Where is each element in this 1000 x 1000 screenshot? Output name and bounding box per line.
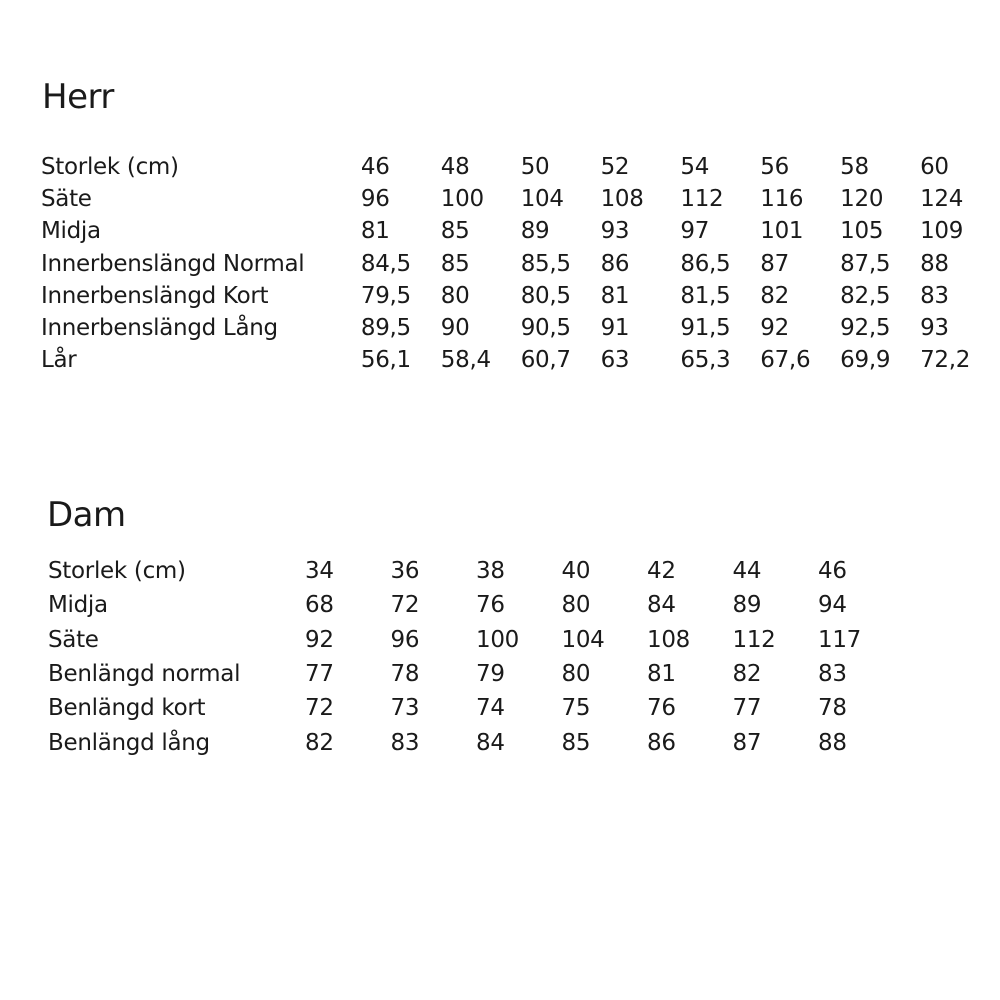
table-cell: 88: [818, 729, 847, 756]
table-cell: 80: [561, 592, 591, 619]
table-cell: 58: [840, 154, 869, 181]
table-cell: 81: [647, 661, 676, 688]
table-cell: 116: [760, 186, 804, 213]
table-cell: 65,3: [680, 347, 731, 374]
table-row: [48, 691, 904, 725]
table-cell: 77: [732, 695, 762, 722]
table-cell: 87: [760, 250, 789, 277]
row-label: Innerbenslängd Normal: [41, 250, 305, 277]
table-cell: 84: [476, 729, 505, 756]
table-cell: 100: [476, 626, 519, 653]
table-cell: 76: [476, 592, 505, 619]
table-cell: 96: [390, 626, 420, 653]
table-cell: 117: [818, 626, 861, 653]
table-row: [48, 725, 904, 759]
table-cell: 60,7: [520, 347, 571, 374]
table-cell: 82: [760, 282, 789, 309]
row-label: Säte: [41, 186, 92, 213]
row-label: Innerbenslängd Kort: [41, 282, 269, 309]
table-row: [41, 183, 1000, 215]
row-label: Benlängd normal: [48, 661, 241, 688]
table-cell: 80,5: [520, 282, 571, 309]
table-cell: 97: [680, 218, 710, 245]
table-cell: 109: [920, 218, 964, 245]
table-cell: 89,5: [360, 315, 411, 342]
table-cell: 83: [390, 729, 420, 756]
table-cell: 72,2: [920, 347, 971, 374]
table-cell: 69,9: [840, 347, 891, 374]
table-cell: 38: [476, 558, 505, 585]
table-cell: 73: [390, 695, 420, 722]
table-cell: 108: [647, 626, 690, 653]
table-cell: 56: [760, 154, 789, 181]
table-cell: 89: [520, 218, 550, 245]
table-cell: 96: [360, 186, 390, 213]
table-row: [48, 588, 904, 622]
table-cell: 104: [520, 186, 564, 213]
table-cell: 85: [440, 218, 470, 245]
table-cell: 78: [390, 661, 420, 688]
table-cell: 90: [440, 315, 470, 342]
table-cell: 81: [600, 282, 630, 309]
table-cell: 93: [600, 218, 630, 245]
table-row: [41, 151, 1000, 183]
table-cell: 68: [305, 592, 334, 619]
table-cell: 74: [476, 695, 505, 722]
table-cell: 34: [305, 558, 334, 585]
row-label: Midja: [48, 592, 108, 619]
table-cell: 86,5: [680, 250, 731, 277]
table-cell: 88: [920, 250, 949, 277]
table-cell: 40: [561, 558, 591, 585]
table-cell: 92: [760, 315, 789, 342]
table-cell: 76: [647, 695, 676, 722]
herr-size-table-body: [41, 151, 1000, 376]
table-cell: 83: [818, 661, 847, 688]
table-cell: 67,6: [760, 347, 811, 374]
table-cell: 85: [561, 729, 591, 756]
table-cell: 44: [732, 558, 762, 585]
table-cell: 84,5: [360, 250, 411, 277]
row-label: Benlängd kort: [48, 695, 206, 722]
table-cell: 50: [520, 154, 550, 181]
table-cell: 46: [818, 558, 847, 585]
table-cell: 79: [476, 661, 505, 688]
table-row: [41, 248, 1000, 280]
table-cell: 89: [732, 592, 762, 619]
table-cell: 81,5: [680, 282, 731, 309]
row-label: Benlängd lång: [48, 729, 210, 756]
table-row: [48, 657, 904, 691]
table-cell: 86: [600, 250, 630, 277]
table-cell: 91,5: [680, 315, 731, 342]
table-cell: 104: [561, 626, 605, 653]
dam-section-title: Dam: [47, 495, 126, 535]
table-cell: 124: [920, 186, 964, 213]
table-cell: 84: [647, 592, 676, 619]
dam-size-table-body: [48, 554, 904, 760]
table-cell: 48: [440, 154, 470, 181]
table-cell: 72: [305, 695, 334, 722]
table-cell: 101: [760, 218, 804, 245]
table-cell: 82,5: [840, 282, 891, 309]
table-cell: 93: [920, 315, 949, 342]
table-cell: 112: [732, 626, 776, 653]
table-row: [41, 344, 1000, 376]
table-cell: 80: [561, 661, 591, 688]
table-cell: 85: [440, 250, 470, 277]
table-cell: 60: [920, 154, 949, 181]
row-label: Midja: [41, 218, 101, 245]
table-cell: 94: [818, 592, 847, 619]
table-row: [41, 280, 1000, 312]
row-label: Storlek (cm): [41, 154, 179, 181]
table-cell: 92: [305, 626, 334, 653]
table-cell: 112: [680, 186, 724, 213]
table-row: [48, 623, 904, 657]
table-cell: 83: [920, 282, 949, 309]
table-row: [41, 215, 1000, 247]
table-cell: 108: [600, 186, 644, 213]
table-cell: 78: [818, 695, 847, 722]
table-row: [48, 554, 904, 588]
row-label: Storlek (cm): [48, 558, 186, 585]
table-cell: 79,5: [360, 282, 411, 309]
table-cell: 42: [647, 558, 676, 585]
table-cell: 58,4: [440, 347, 491, 374]
row-label: Lår: [41, 347, 77, 374]
table-cell: 92,5: [840, 315, 891, 342]
table-cell: 87: [732, 729, 762, 756]
table-cell: 120: [840, 186, 884, 213]
herr-size-table: [41, 151, 1000, 376]
table-cell: 72: [390, 592, 420, 619]
table-cell: 77: [305, 661, 334, 688]
table-cell: 87,5: [840, 250, 891, 277]
table-cell: 82: [305, 729, 334, 756]
table-cell: 54: [680, 154, 710, 181]
row-label: Innerbenslängd Lång: [41, 315, 278, 342]
herr-section-title: Herr: [42, 77, 114, 117]
row-label: Säte: [48, 626, 99, 653]
table-cell: 90,5: [520, 315, 571, 342]
table-cell: 56,1: [360, 347, 411, 374]
table-cell: 86: [647, 729, 676, 756]
table-cell: 85,5: [520, 250, 571, 277]
table-cell: 100: [440, 186, 484, 213]
table-cell: 36: [390, 558, 420, 585]
table-cell: 75: [561, 695, 591, 722]
table-cell: 105: [840, 218, 884, 245]
table-cell: 82: [732, 661, 762, 688]
table-cell: 91: [600, 315, 630, 342]
table-cell: 63: [600, 347, 630, 374]
table-cell: 52: [600, 154, 630, 181]
dam-size-table: [48, 554, 904, 760]
table-cell: 80: [440, 282, 470, 309]
table-cell: 46: [360, 154, 390, 181]
table-cell: 81: [360, 218, 390, 245]
table-row: [41, 312, 1000, 344]
